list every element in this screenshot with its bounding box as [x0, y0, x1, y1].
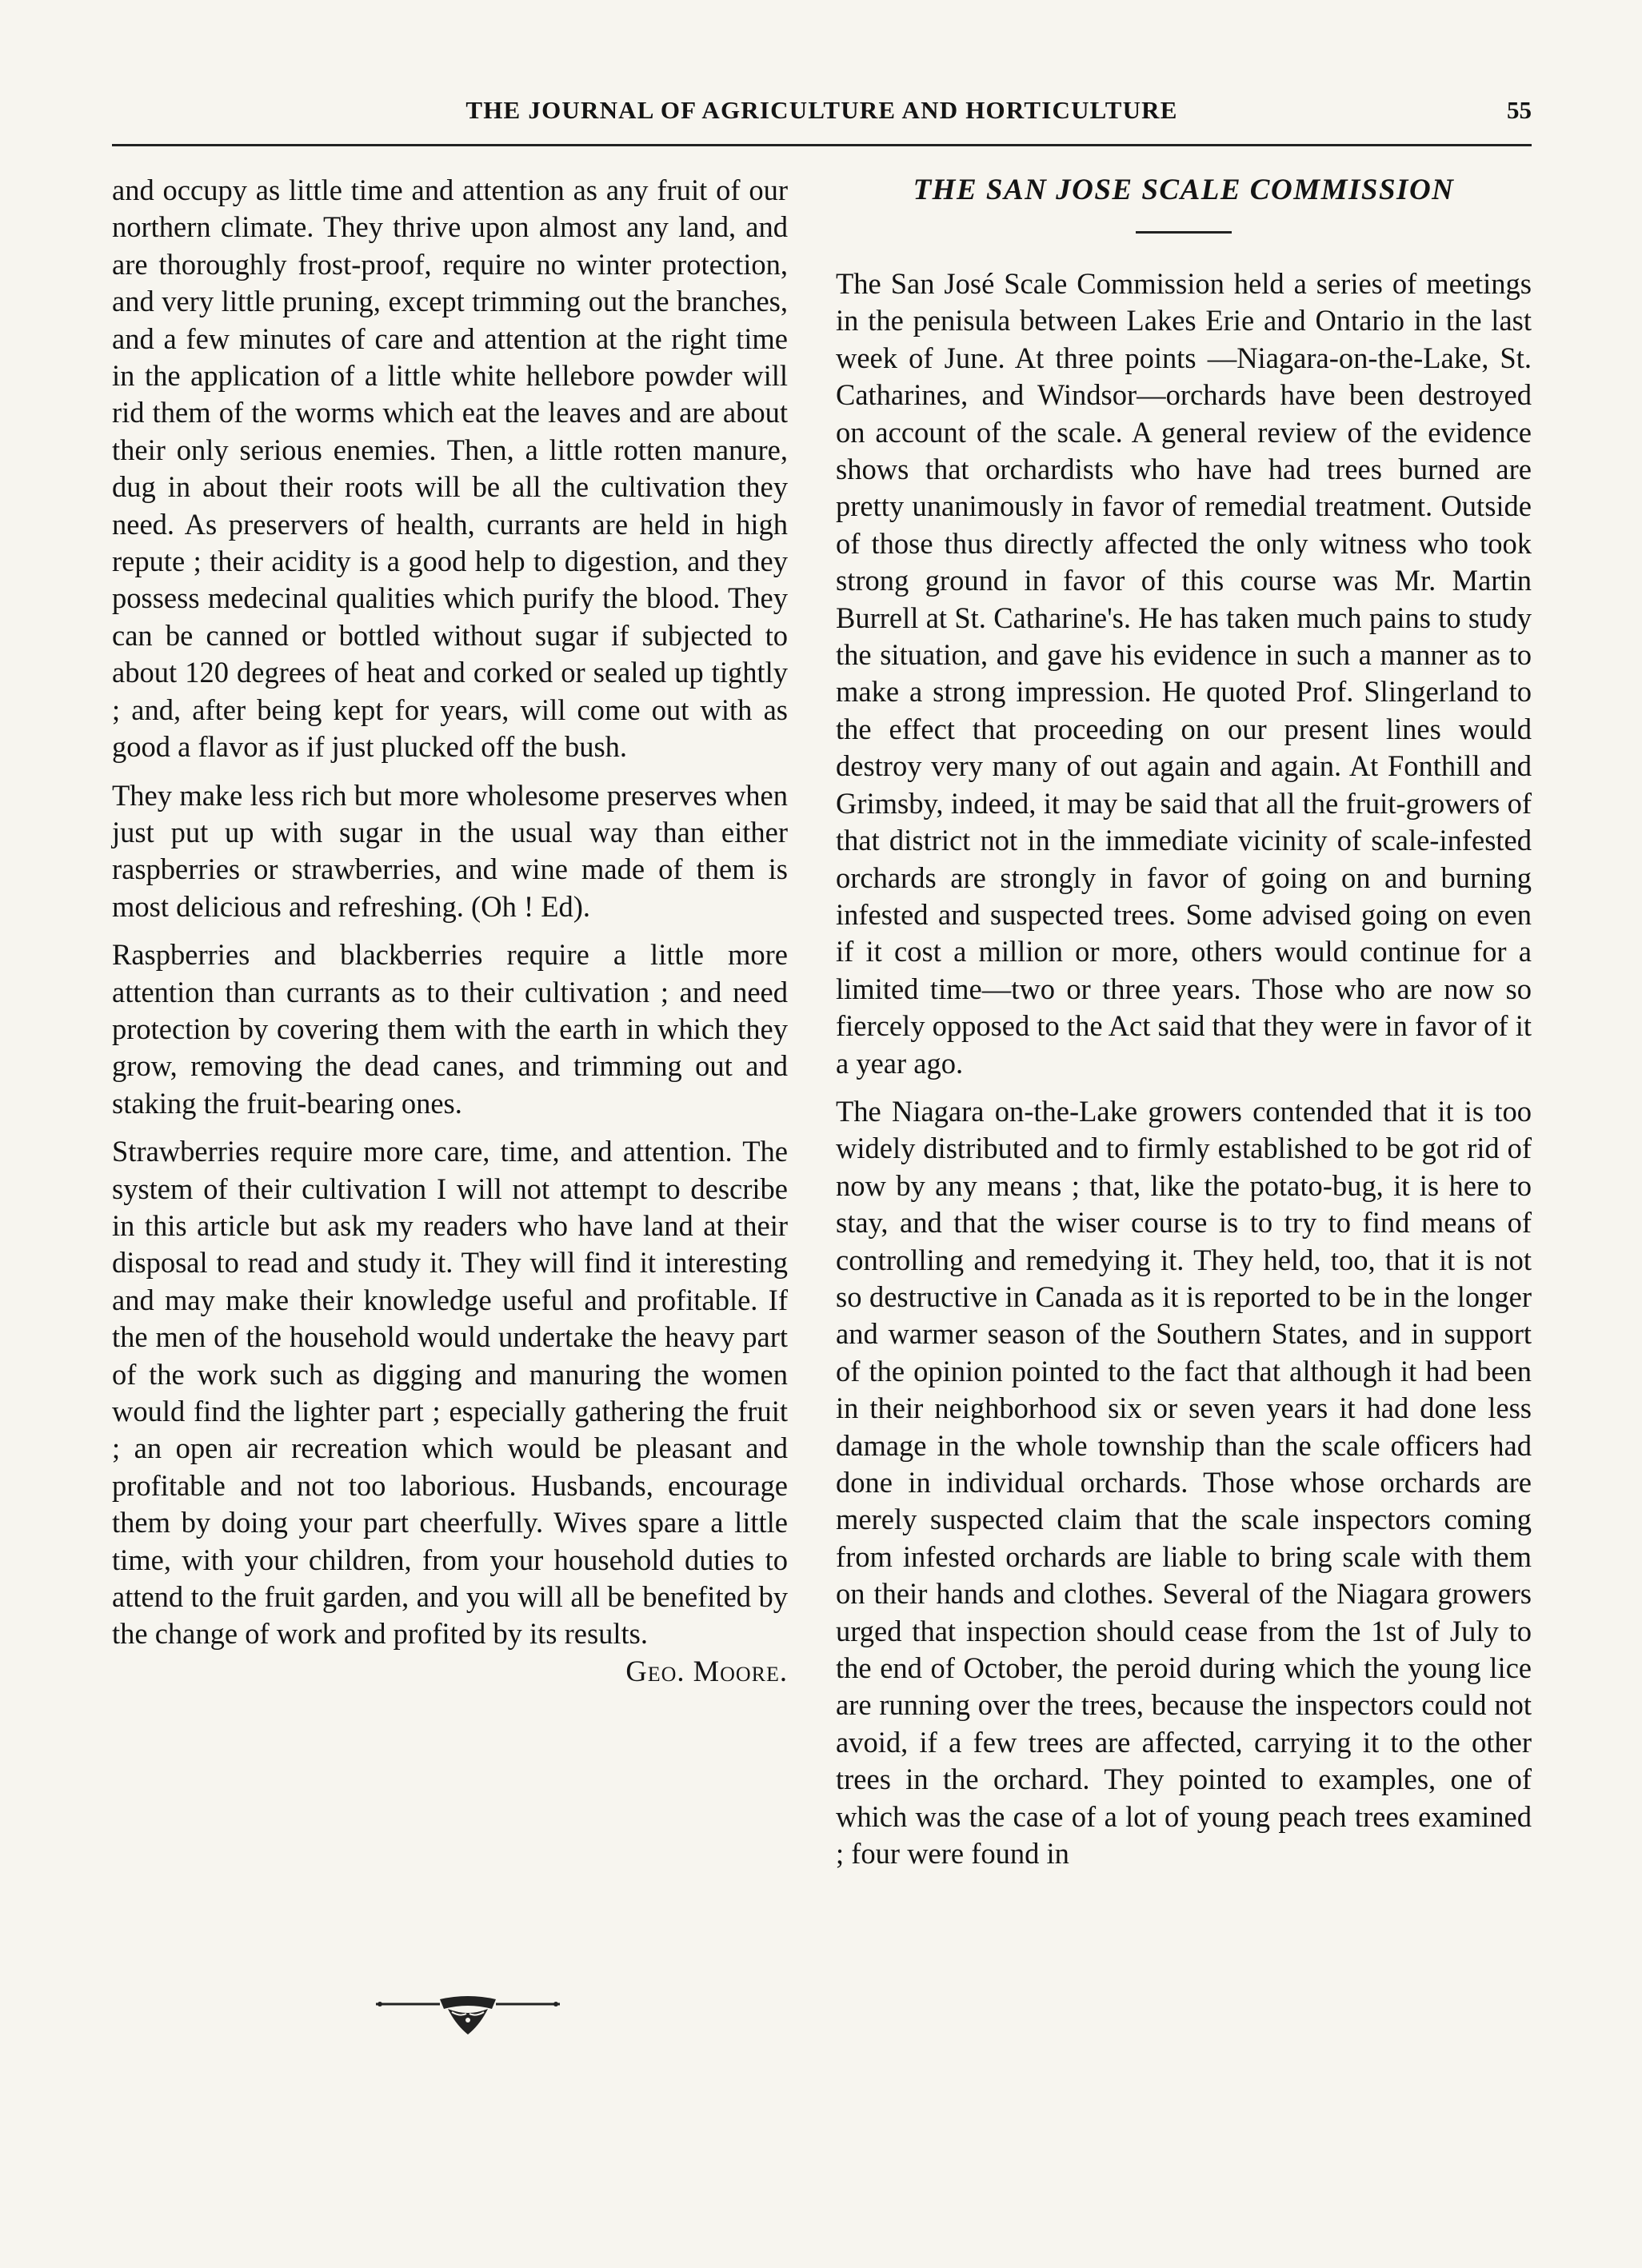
right-paragraph-2: The Niagara on-the-Lake growers contended that it is too widely distributed and to firmly established to be got rid of now by any means ; that, like the potato-bug, it is here to stay, and that the wiser course is to try to find means of controlling and remedying it. They held, too, that it is not so destructive in Canada as it is reported to be in the longer and warmer season of the Southern States, and in support of the opinion pointed to the fact that although it had been in their neighborhood six or seven years it had done less damage in the whole township than the scale officers had done in individual orchards. Those whose orchards are merely suspected claim that the scale inspectors coming from infested orchards are liable to bring scale with them on their hands and clothes. Several of the Niagara growers urged that inspection should cease from the 1st of July to the end of October, the peroid during which the young lice are running over the trees, because the inspectors could not avoid, if a few trees are affected, carrying it to the other trees in the orchard. They pointed to examples, one of which was the case of a lot of young peach trees examined ; four were found in [836, 1094, 1532, 1871]
left-paragraph-1: and occupy as little time and attention as any fruit of our northern climate. They thrive upon almost any land, and are thoroughly frost-proof, require no winter protection, and very little pruning, except trimming out the branches, and a few minutes of care and attention at the right time in the application of a little white hellebore powder will rid them of the worms which eat the leaves and are about their only serious enemies. Then, a little rotten manure, dug in about their roots will be all the cultivation they need. As preservers of health, currants are held in high repute ; their acidity is a good help to digestion, and they possess medecinal qualities which purify the blood. They can be canned or bottled without sugar if subjected to about 120 degrees of heat and corked or sealed up tightly ; and, after being kept for years, will come out with as good a flavor as if just plucked off the bush. [112, 174, 788, 764]
header-rule [112, 144, 1532, 146]
left-paragraph-4-text: Strawberries require more care, time, and attention. The system of their cultivation I will not attempt to describe in this article but ask my readers who have land at their disposal to read and study it. They will find it interesting and may make their knowledge useful and profitable. If the men of the household would undertake the heavy part of the work such as digging and manuring the women would find the lighter part ; especially gathering the fruit ; an open air recreation which would be pleasant and profitable and not too laborious. Husbands, encourage them by doing your part cheerfully. Wives spare a little time, with your children, from your household duties to attend to the fruit garden, and you will all be benefited by the change of work and profited by its results. [112, 1135, 788, 1651]
ornament-divider-icon [372, 1993, 564, 2039]
journal-title: THE JOURNAL OF AGRICULTURE AND HORTICULTURE [465, 96, 1178, 124]
left-paragraph-4 [112, 1133, 788, 1687]
article-title: THE SAN JOSE SCALE COMMISSION [913, 174, 1455, 206]
running-header [112, 90, 1532, 138]
left-paragraph-3: Raspberries and blackberries require a little more attention than currants as to their cultivation ; and need protection by covering them with the earth in which they grow, removing the dead canes, and trimming out and staking the fruit-bearing ones. [112, 938, 788, 1120]
author-signature: Geo. Moore. [625, 1654, 788, 1687]
page-number: 55 [1507, 96, 1532, 124]
title-rule [1136, 231, 1232, 234]
right-column [836, 172, 1532, 1883]
right-paragraph-1: The San José Scale Commission held a series of meetings in the penisula between Lakes Erie and Ontario in the last week of June. At three points —Niagara-on-the-Lake, St. Catharines, and Windsor—orchards have been destroyed on account of the scale. A general review of the evidence shows that orchardists who have had trees burned are pretty unanimously in favor of remedial treatment. Outside of those thus directly affected the only witness who took strong ground in favor of this course was Mr. Martin Burrell at St. Catharine's. He has taken much pains to study the situation, and gave his evidence in such a manner as to make a strong impression. He quoted Prof. Slingerland to the effect that proceeding on our present lines would destroy very many of out again and again. At Fonthill and Grimsby, indeed, it may be said that all the fruit-growers of that district not in the immediate vicinity of scale-infested orchards are strongly in favor of going on and burning infested and suspected trees. Some advised going on even if it cost a million or more, others would continue for a limited time—two or three years. Those who are now so fiercely opposed to the Act said that they were in favor of it a year ago. [836, 267, 1532, 1080]
left-column [112, 172, 788, 1690]
left-paragraph-2: They make less rich but more wholesome preserves when just put up with sugar in the usual way than either raspberries or strawberries, and wine made of them is most delicious and refreshing. (Oh ! Ed). [112, 778, 788, 923]
